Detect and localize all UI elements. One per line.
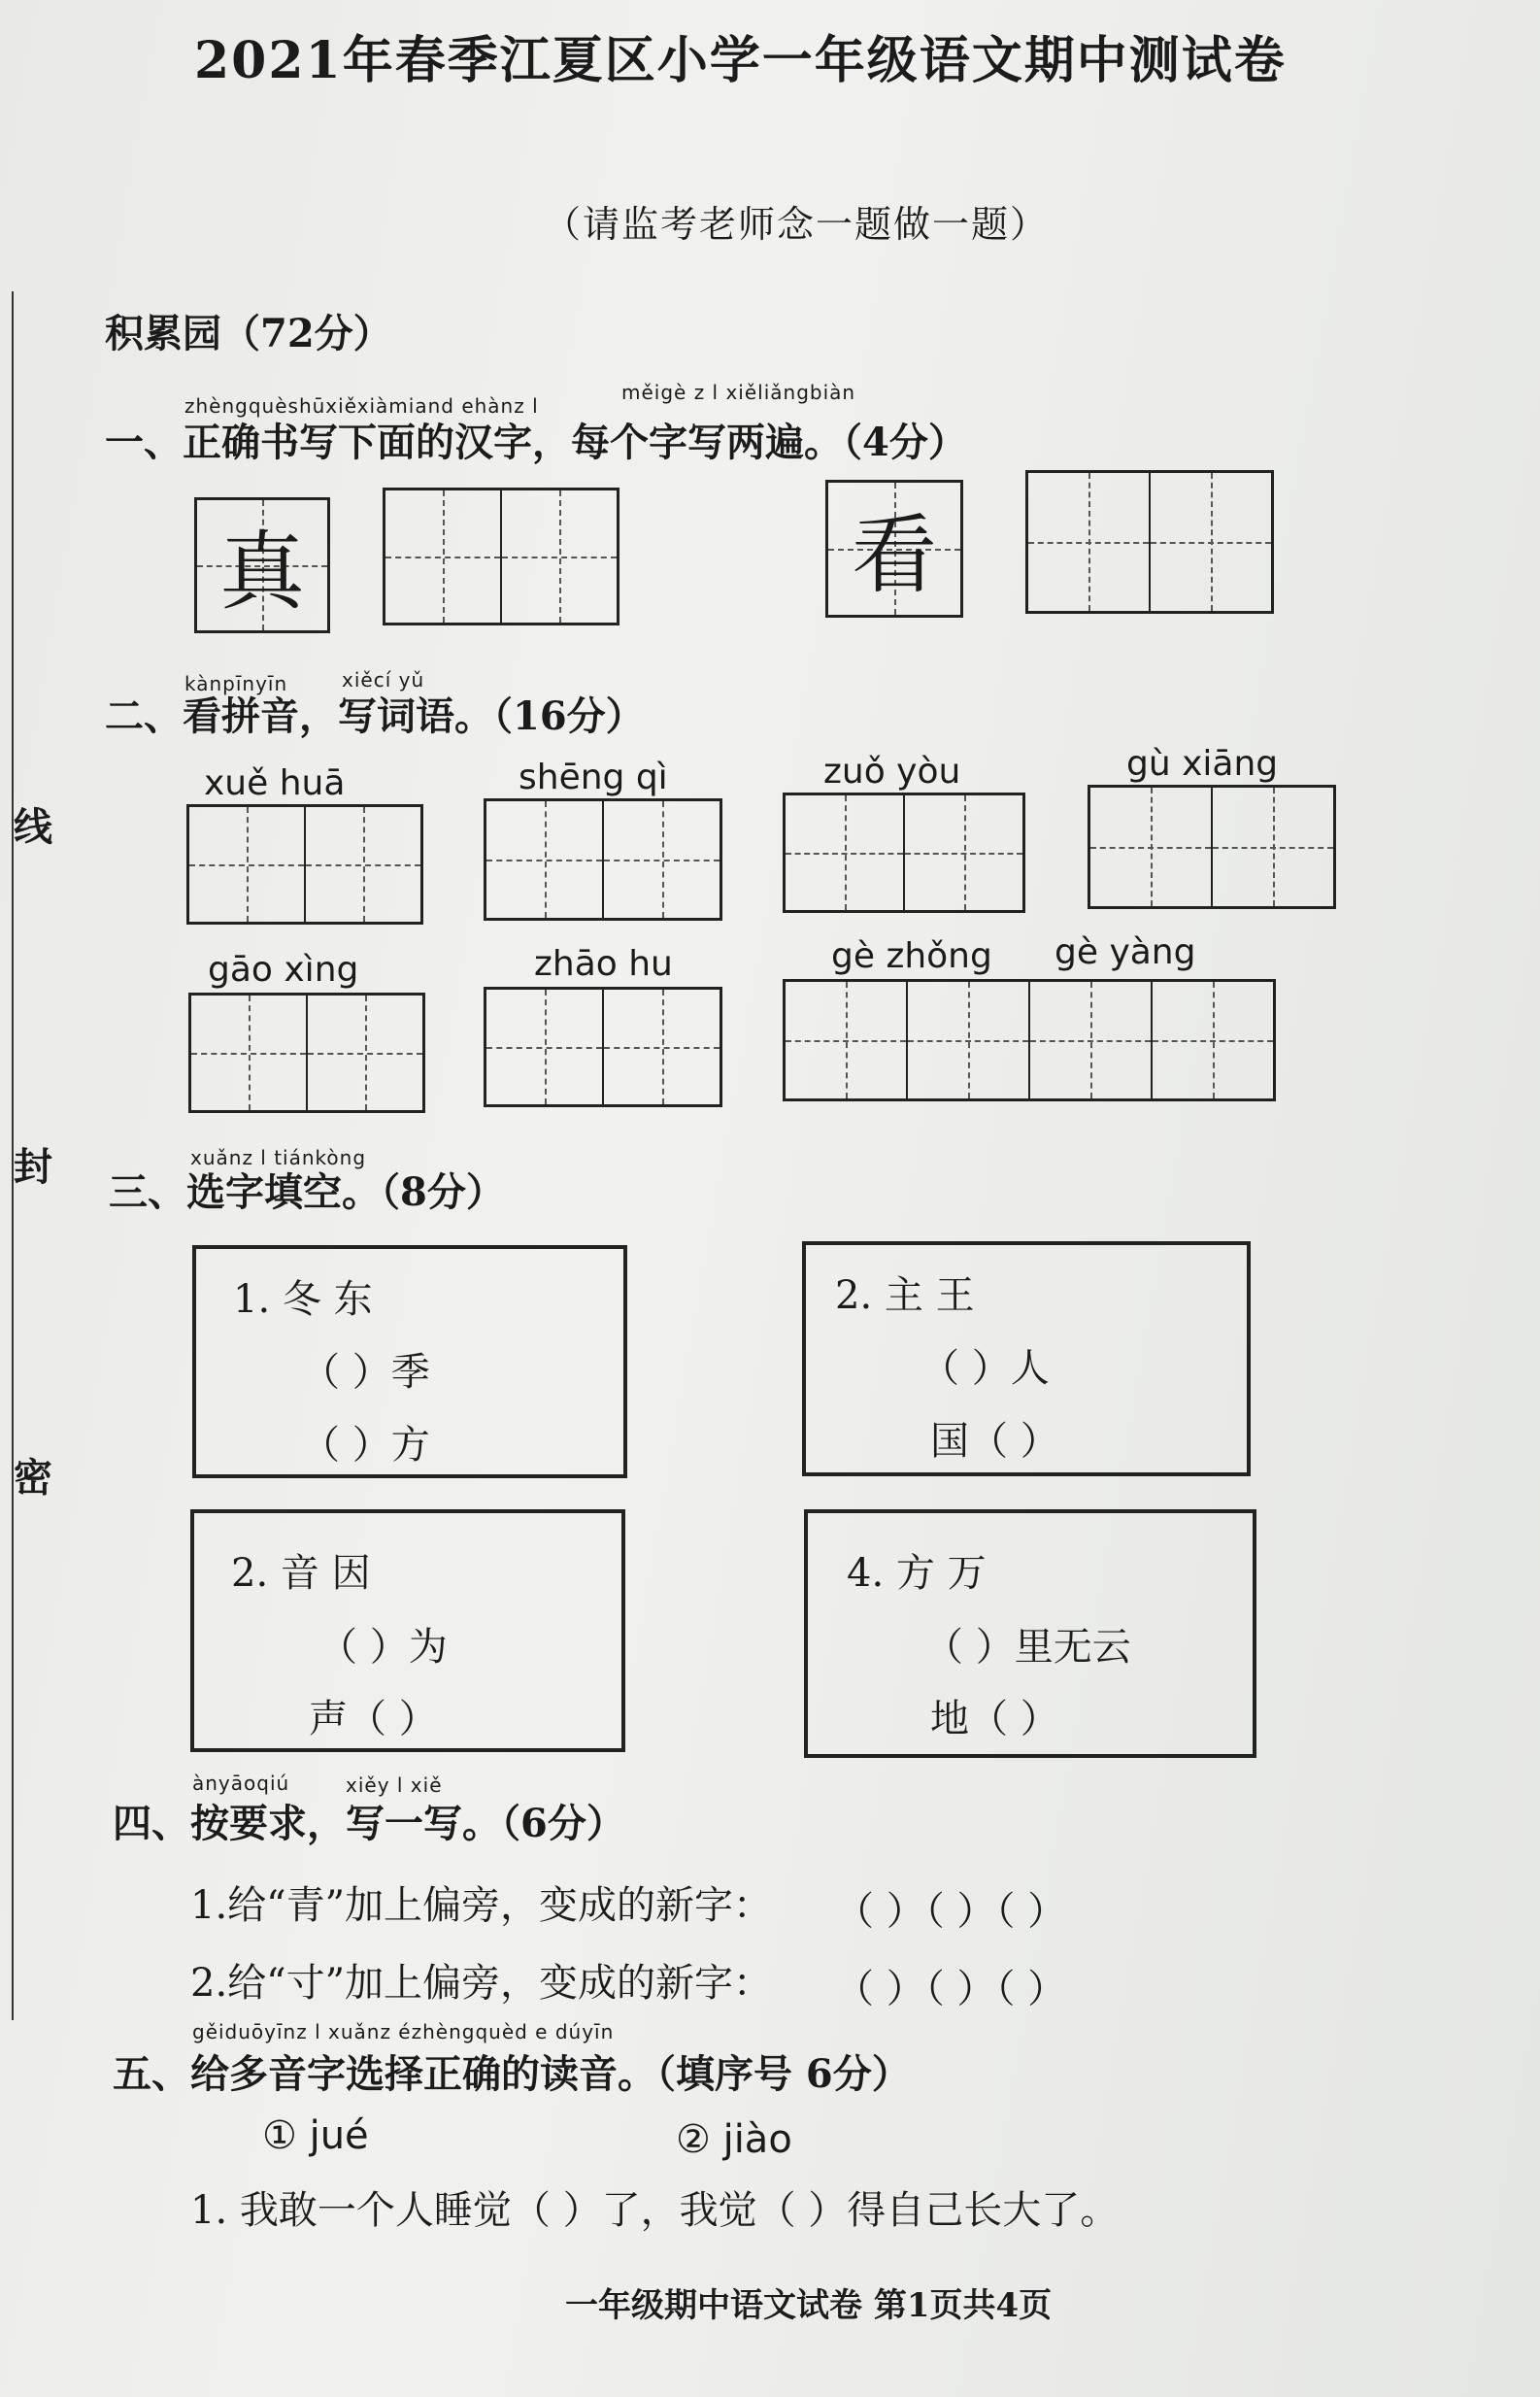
q2-pinyin-guxiang: gù xiāng: [1126, 744, 1279, 784]
q4-heading: 四、按要求，写一写。（6分）: [113, 1801, 625, 1846]
q2-grid-zuoyou[interactable]: [783, 793, 1025, 913]
q2-grid-shengqi[interactable]: [484, 798, 722, 921]
q1-heading: 一、正确书写下面的汉字，每个字写两遍。（4分）: [105, 420, 967, 465]
q1-pinyin-b: měigè z l xiěliǎngbiàn: [621, 381, 856, 404]
q2-pinyin-geyang: gè yàng: [1055, 932, 1196, 972]
model-char-zhen: 真: [218, 522, 305, 622]
q3-box-1-line-2[interactable]: （ ）方: [301, 1423, 430, 1468]
q4-item-1-blanks[interactable]: （ ）（ ）（ ）: [835, 1889, 1067, 1934]
q5-option-2: ② jiào: [676, 2117, 792, 2162]
q2-pinyin-gaoxing: gāo xìng: [208, 950, 359, 990]
q3-pinyin: xuǎnz l tiánkòng: [190, 1146, 367, 1169]
q3-box-4: [804, 1509, 1256, 1758]
q3-box-2: [802, 1241, 1251, 1476]
q2-pinyin-gezhong: gè zhǒng: [831, 936, 992, 976]
q3-box-3-line-1[interactable]: （ ）为: [318, 1625, 448, 1670]
q3-heading: 三、选字填空。（8分）: [109, 1169, 505, 1215]
q4-pinyin-a: ànyāoqiú: [192, 1772, 290, 1795]
q2-pinyin-b: xiěcí yǔ: [342, 668, 425, 692]
q3-box-4-options: 4. 方 万: [847, 1551, 987, 1596]
q2-pinyin-zuoyou: zuǒ yòu: [823, 752, 961, 792]
q5-pinyin: gěiduōyīnz l xuǎnz ézhèngquèd e dúyīn: [192, 2020, 615, 2043]
page-footer: 一年级期中语文试卷 第1页共4页: [565, 2286, 1053, 2325]
margin-char-mi: 密: [14, 1455, 52, 1501]
q4-item-2-blanks[interactable]: （ ）（ ）（ ）: [835, 1967, 1067, 2011]
q1-pinyin-a: zhèngquèshūxiěxiàmiand ehànz l: [184, 394, 539, 418]
q4-item-1: 1.给“青”加上偏旁，变成的新字：: [190, 1883, 773, 1928]
q3-box-1-options: 1. 冬 东: [233, 1277, 373, 1322]
q3-box-1: [192, 1245, 627, 1478]
q2-pinyin-shengqi: shēng qì: [519, 758, 668, 797]
q3-box-3-line-2[interactable]: 声（ ）: [309, 1697, 438, 1741]
q4-pinyin-b: xiěy l xiě: [346, 1773, 443, 1797]
q5-option-1: ① jué: [262, 2113, 369, 2158]
q5-heading: 五、给多音字选择正确的读音。（填序号 6分）: [113, 2051, 911, 2097]
margin-char-xian: 线: [14, 804, 52, 850]
q2-grid-zhaohu[interactable]: [484, 987, 722, 1107]
margin-char-feng: 封: [14, 1144, 52, 1190]
q4-item-2: 2.给“寸”加上偏旁，变成的新字：: [190, 1961, 773, 2006]
q1-model-box-zhen: [194, 497, 330, 633]
q3-box-2-line-1[interactable]: （ ）人: [921, 1346, 1050, 1391]
q2-pinyin-zhaohu: zhāo hu: [534, 944, 673, 984]
exam-subtitle: （请监考老师念一题做一题）: [544, 203, 1050, 246]
q1-write-grid-kan[interactable]: [1025, 470, 1274, 614]
q1-model-box-kan: [825, 480, 963, 618]
q2-pinyin-a: kànpīnyīn: [184, 672, 288, 695]
q3-box-4-line-2[interactable]: 地（ ）: [930, 1697, 1059, 1741]
q3-box-4-line-1[interactable]: （ ）里无云: [924, 1625, 1131, 1670]
q1-write-grid-zhen[interactable]: [383, 488, 619, 625]
q2-grid-gezhonggeyang[interactable]: [783, 979, 1276, 1101]
q3-box-2-line-2[interactable]: 国（ ）: [930, 1419, 1059, 1464]
q2-grid-xuehua[interactable]: [186, 804, 423, 925]
q2-pinyin-xuehua: xuě huā: [204, 763, 346, 803]
q2-grid-guxiang[interactable]: [1088, 785, 1336, 909]
q2-grid-gaoxing[interactable]: [188, 993, 425, 1113]
exam-title: 2021年春季江夏区小学一年级语文期中测试卷: [194, 31, 1287, 90]
q3-box-3: [190, 1509, 625, 1752]
q5-item-1[interactable]: 1. 我敢一个人睡觉（ ）了，我觉（ ）得自己长大了。: [190, 2188, 1120, 2233]
q3-box-3-options: 2. 音 因: [231, 1551, 371, 1596]
section-accumulation-heading: 积累园（72分）: [105, 311, 392, 356]
q3-box-2-options: 2. 主 王: [835, 1273, 975, 1318]
q3-box-1-line-1[interactable]: （ ）季: [301, 1350, 430, 1395]
q2-heading: 二、看拼音，写词语。（16分）: [105, 693, 645, 739]
model-char-kan: 看: [851, 505, 937, 605]
